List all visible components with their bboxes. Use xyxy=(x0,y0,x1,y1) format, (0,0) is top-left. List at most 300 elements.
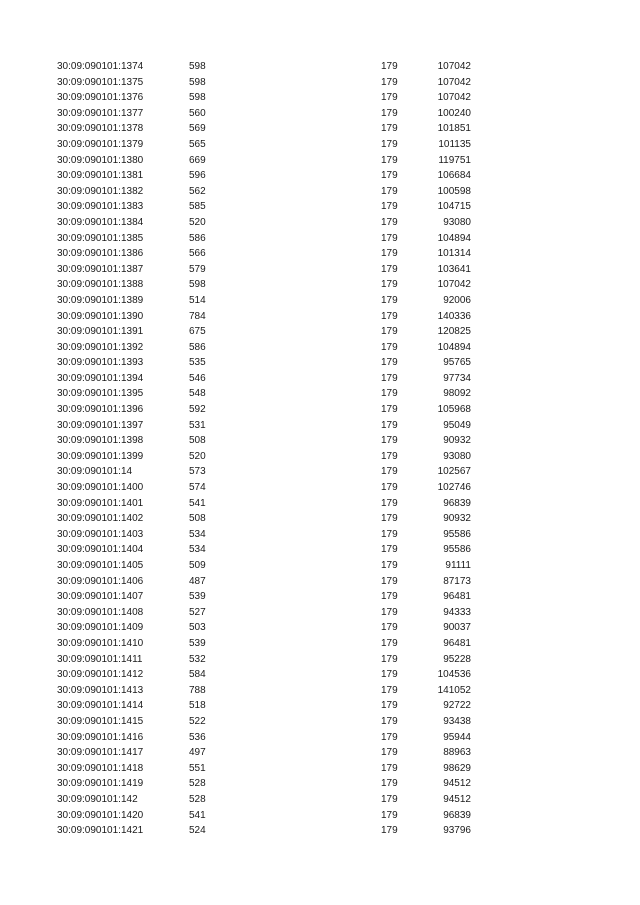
spacer-cell xyxy=(229,558,381,574)
cadastral-number-cell: 30:09:090101:1389 xyxy=(57,294,144,306)
spacer-cell xyxy=(229,761,381,777)
rate-cell: 179 xyxy=(381,388,398,400)
spacer-cell xyxy=(229,574,381,590)
cadastral-number-cell: 30:09:090101:1376 xyxy=(57,92,144,104)
rate-cell: 179 xyxy=(381,731,398,743)
rate-cell: 179 xyxy=(381,372,398,384)
value-cell: 93438 xyxy=(443,715,471,727)
cadastral-number-cell: 30:09:090101:1398 xyxy=(57,435,144,447)
rate-cell: 179 xyxy=(381,92,398,104)
spacer-cell xyxy=(229,262,381,278)
spacer-cell xyxy=(229,246,381,262)
spacer-cell xyxy=(229,823,381,839)
rate-cell: 179 xyxy=(381,825,398,837)
spacer-cell xyxy=(229,542,381,558)
cadastral-number-cell: 30:09:090101:1408 xyxy=(57,606,144,618)
value-cell: 87173 xyxy=(443,575,471,587)
spacer-cell xyxy=(229,464,381,480)
table-row xyxy=(57,511,471,527)
area-cell: 598 xyxy=(189,279,206,291)
value-cell: 96839 xyxy=(443,809,471,821)
value-cell: 100598 xyxy=(437,185,471,197)
cadastral-number-cell: 30:09:090101:1414 xyxy=(57,700,144,712)
rate-cell: 179 xyxy=(381,216,398,228)
rate-cell: 179 xyxy=(381,482,398,494)
area-cell: 509 xyxy=(189,560,206,571)
area-cell: 535 xyxy=(189,357,206,369)
value-cell: 92722 xyxy=(443,700,471,712)
table-row xyxy=(57,574,471,590)
rate-cell: 179 xyxy=(381,404,398,416)
area-cell: 669 xyxy=(189,154,206,166)
area-cell: 541 xyxy=(189,497,206,509)
table-row xyxy=(57,215,471,231)
spacer-cell xyxy=(229,121,381,137)
table-row xyxy=(57,340,471,356)
cadastral-number-cell: 30:09:090101:1404 xyxy=(57,544,144,556)
rate-cell: 179 xyxy=(381,497,398,509)
value-cell: 90932 xyxy=(443,513,471,525)
value-cell: 95765 xyxy=(443,357,471,369)
area-cell: 548 xyxy=(189,388,206,400)
cadastral-number-cell: 30:09:090101:1385 xyxy=(57,232,144,244)
value-cell: 120825 xyxy=(437,326,471,338)
spacer-cell xyxy=(229,636,381,652)
table-row xyxy=(57,199,471,215)
cadastral-number-cell: 30:09:090101:1405 xyxy=(57,560,144,571)
value-cell: 104715 xyxy=(437,201,471,213)
table-row xyxy=(57,464,471,480)
value-cell: 100240 xyxy=(437,107,471,119)
value-cell: 101314 xyxy=(437,248,471,260)
spacer-cell xyxy=(229,137,381,153)
table-row xyxy=(57,231,471,247)
rate-cell: 179 xyxy=(381,138,398,150)
rate-cell: 179 xyxy=(381,419,398,431)
spacer-cell xyxy=(229,293,381,309)
value-cell: 107042 xyxy=(437,61,471,72)
value-cell: 106684 xyxy=(437,170,471,182)
rate-cell: 179 xyxy=(381,466,398,478)
value-cell: 96481 xyxy=(443,591,471,603)
area-cell: 573 xyxy=(189,466,206,478)
rate-cell: 179 xyxy=(381,669,398,681)
area-cell: 584 xyxy=(189,669,206,681)
area-cell: 579 xyxy=(189,263,206,275)
value-cell: 107042 xyxy=(437,92,471,104)
area-cell: 534 xyxy=(189,528,206,540)
table-row xyxy=(57,776,471,792)
table-row xyxy=(57,558,471,574)
table-row xyxy=(57,153,471,169)
value-cell: 103641 xyxy=(437,263,471,275)
area-cell: 546 xyxy=(189,372,206,384)
value-cell: 94512 xyxy=(443,778,471,790)
cadastral-number-cell: 30:09:090101:1418 xyxy=(57,762,144,774)
spacer-cell xyxy=(229,215,381,231)
cadastral-number-cell: 30:09:090101:1402 xyxy=(57,513,144,525)
cadastral-number-cell: 30:09:090101:1395 xyxy=(57,388,144,400)
value-cell: 95586 xyxy=(443,528,471,540)
rate-cell: 179 xyxy=(381,341,398,353)
table-row xyxy=(57,823,471,839)
rate-cell: 179 xyxy=(381,76,398,88)
area-cell: 520 xyxy=(189,216,206,228)
table-body xyxy=(57,59,471,839)
area-cell: 598 xyxy=(189,76,206,88)
spacer-cell xyxy=(229,792,381,808)
area-cell: 520 xyxy=(189,450,206,462)
rate-cell: 179 xyxy=(381,201,398,213)
rate-cell: 179 xyxy=(381,762,398,774)
spacer-cell xyxy=(229,231,381,247)
cadastral-number-cell: 30:09:090101:1379 xyxy=(57,138,144,150)
rate-cell: 179 xyxy=(381,170,398,182)
value-cell: 98092 xyxy=(443,388,471,400)
value-cell: 96839 xyxy=(443,497,471,509)
spacer-cell xyxy=(229,776,381,792)
cadastral-number-cell: 30:09:090101:1403 xyxy=(57,528,144,540)
area-cell: 596 xyxy=(189,170,206,182)
table-row xyxy=(57,698,471,714)
area-cell: 531 xyxy=(189,419,206,431)
table-row xyxy=(57,449,471,465)
rate-cell: 179 xyxy=(381,793,398,805)
cadastral-number-cell: 30:09:090101:142 xyxy=(57,793,138,805)
value-cell: 95228 xyxy=(443,653,471,665)
table-row xyxy=(57,246,471,262)
area-cell: 497 xyxy=(189,747,206,759)
spacer-cell xyxy=(229,168,381,184)
spacer-cell xyxy=(229,75,381,91)
table-row xyxy=(57,121,471,137)
area-cell: 532 xyxy=(189,653,206,665)
table-row xyxy=(57,542,471,558)
cadastral-number-cell: 30:09:090101:1416 xyxy=(57,731,144,743)
area-cell: 503 xyxy=(189,622,206,634)
area-cell: 539 xyxy=(189,591,206,603)
rate-cell: 179 xyxy=(381,294,398,306)
cadastral-number-cell: 30:09:090101:1386 xyxy=(57,248,144,260)
spacer-cell xyxy=(229,418,381,434)
table-row xyxy=(57,683,471,699)
value-cell: 102567 xyxy=(437,466,471,478)
value-cell: 95944 xyxy=(443,731,471,743)
value-cell: 91111 xyxy=(445,560,471,571)
area-cell: 598 xyxy=(189,92,206,104)
spacer-cell xyxy=(229,527,381,543)
rate-cell: 179 xyxy=(381,528,398,540)
area-cell: 586 xyxy=(189,232,206,244)
spacer-cell xyxy=(229,355,381,371)
rate-cell: 179 xyxy=(381,357,398,369)
value-cell: 97734 xyxy=(443,372,471,384)
spacer-cell xyxy=(229,153,381,169)
value-cell: 105968 xyxy=(437,404,471,416)
cadastral-number-cell: 30:09:090101:1384 xyxy=(57,216,144,228)
spacer-cell xyxy=(229,277,381,293)
cadastral-number-cell: 30:09:090101:1409 xyxy=(57,622,144,634)
cadastral-number-cell: 30:09:090101:1396 xyxy=(57,404,144,416)
cadastral-number-cell: 30:09:090101:1410 xyxy=(57,637,144,649)
spacer-cell xyxy=(229,106,381,122)
table-row xyxy=(57,714,471,730)
rate-cell: 179 xyxy=(381,185,398,197)
spacer-cell xyxy=(229,199,381,215)
cadastral-number-cell: 30:09:090101:1407 xyxy=(57,591,144,603)
cadastral-number-cell: 30:09:090101:1382 xyxy=(57,185,144,197)
value-cell: 93080 xyxy=(443,216,471,228)
rate-cell: 179 xyxy=(381,575,398,587)
table-row xyxy=(57,355,471,371)
value-cell: 98629 xyxy=(443,762,471,774)
rate-cell: 179 xyxy=(381,591,398,603)
value-cell: 101851 xyxy=(437,123,471,135)
rate-cell: 179 xyxy=(381,715,398,727)
rate-cell: 179 xyxy=(381,326,398,338)
area-cell: 522 xyxy=(189,715,206,727)
cadastral-number-cell: 30:09:090101:1391 xyxy=(57,326,144,338)
spacer-cell xyxy=(229,324,381,340)
cadastral-number-cell: 30:09:090101:1375 xyxy=(57,76,144,88)
spacer-cell xyxy=(229,340,381,356)
table-row xyxy=(57,418,471,434)
table-row xyxy=(57,277,471,293)
table-row xyxy=(57,402,471,418)
area-cell: 574 xyxy=(189,482,206,494)
cadastral-number-cell: 30:09:090101:1415 xyxy=(57,715,144,727)
rate-cell: 179 xyxy=(381,809,398,821)
cadastral-number-cell: 30:09:090101:1383 xyxy=(57,201,144,213)
cadastral-number-cell: 30:09:090101:1417 xyxy=(57,747,144,759)
area-cell: 562 xyxy=(189,185,206,197)
value-cell: 90932 xyxy=(443,435,471,447)
value-cell: 94512 xyxy=(443,793,471,805)
area-cell: 508 xyxy=(189,435,206,447)
spacer-cell xyxy=(229,433,381,449)
table-row xyxy=(57,309,471,325)
value-cell: 93796 xyxy=(443,825,471,837)
rate-cell: 179 xyxy=(381,123,398,135)
table-row xyxy=(57,168,471,184)
spacer-cell xyxy=(229,667,381,683)
table-row xyxy=(57,386,471,402)
rate-cell: 179 xyxy=(381,61,398,72)
spacer-cell xyxy=(229,683,381,699)
table-row xyxy=(57,59,471,75)
table-row xyxy=(57,667,471,683)
area-cell: 527 xyxy=(189,606,206,618)
rate-cell: 179 xyxy=(381,700,398,712)
spacer-cell xyxy=(229,620,381,636)
value-cell: 95049 xyxy=(443,419,471,431)
spacer-cell xyxy=(229,652,381,668)
table-row xyxy=(57,480,471,496)
cadastral-number-cell: 30:09:090101:1393 xyxy=(57,357,144,369)
area-cell: 534 xyxy=(189,544,206,556)
rate-cell: 179 xyxy=(381,622,398,634)
table-row xyxy=(57,652,471,668)
table-row xyxy=(57,433,471,449)
cadastral-number-cell: 30:09:090101:1394 xyxy=(57,372,144,384)
area-cell: 585 xyxy=(189,201,206,213)
table-row xyxy=(57,496,471,512)
cadastral-number-cell: 30:09:090101:1387 xyxy=(57,263,144,275)
cadastral-number-cell: 30:09:090101:1411 xyxy=(57,653,143,665)
spacer-cell xyxy=(229,59,381,75)
area-cell: 487 xyxy=(189,575,206,587)
rate-cell: 179 xyxy=(381,310,398,322)
table-row xyxy=(57,262,471,278)
table-row xyxy=(57,761,471,777)
table-row xyxy=(57,589,471,605)
rate-cell: 179 xyxy=(381,263,398,275)
spacer-cell xyxy=(229,386,381,402)
cadastral-number-cell: 30:09:090101:1406 xyxy=(57,575,144,587)
area-cell: 565 xyxy=(189,138,206,150)
cadastral-number-cell: 30:09:090101:1421 xyxy=(57,825,144,837)
table-row xyxy=(57,184,471,200)
area-cell: 524 xyxy=(189,825,206,837)
table-row xyxy=(57,371,471,387)
cadastral-number-cell: 30:09:090101:1412 xyxy=(57,669,144,681)
spacer-cell xyxy=(229,402,381,418)
cadastral-number-cell: 30:09:090101:1378 xyxy=(57,123,144,135)
rate-cell: 179 xyxy=(381,248,398,260)
table-row xyxy=(57,293,471,309)
area-cell: 518 xyxy=(189,700,206,712)
value-cell: 140336 xyxy=(437,310,471,322)
spacer-cell xyxy=(229,496,381,512)
table-row xyxy=(57,106,471,122)
rate-cell: 179 xyxy=(381,560,398,571)
value-cell: 104894 xyxy=(437,341,471,353)
table-row xyxy=(57,527,471,543)
spacer-cell xyxy=(229,808,381,824)
cadastral-number-cell: 30:09:090101:1390 xyxy=(57,310,144,322)
table-row xyxy=(57,730,471,746)
area-cell: 569 xyxy=(189,123,206,135)
value-cell: 104536 xyxy=(437,669,471,681)
spacer-cell xyxy=(229,371,381,387)
value-cell: 107042 xyxy=(437,76,471,88)
spacer-cell xyxy=(229,184,381,200)
value-cell: 96481 xyxy=(443,637,471,649)
table-row xyxy=(57,620,471,636)
area-cell: 598 xyxy=(189,61,206,72)
rate-cell: 179 xyxy=(381,435,398,447)
area-cell: 541 xyxy=(189,809,206,821)
cadastral-number-cell: 30:09:090101:1388 xyxy=(57,279,144,291)
area-cell: 551 xyxy=(189,762,206,774)
rate-cell: 179 xyxy=(381,544,398,556)
cadastral-number-cell: 30:09:090101:1377 xyxy=(57,107,144,119)
rate-cell: 179 xyxy=(381,154,398,166)
spacer-cell xyxy=(229,90,381,106)
cadastral-number-cell: 30:09:090101:1420 xyxy=(57,809,144,821)
cadastral-number-cell: 30:09:090101:1397 xyxy=(57,419,144,431)
spacer-cell xyxy=(229,589,381,605)
value-cell: 141052 xyxy=(437,684,471,696)
area-cell: 784 xyxy=(189,310,206,322)
spacer-cell xyxy=(229,309,381,325)
value-cell: 119751 xyxy=(438,154,471,166)
value-cell: 102746 xyxy=(437,482,471,494)
area-cell: 536 xyxy=(189,731,206,743)
area-cell: 539 xyxy=(189,637,206,649)
value-cell: 107042 xyxy=(437,279,471,291)
area-cell: 592 xyxy=(189,404,206,416)
cadastral-number-cell: 30:09:090101:1374 xyxy=(57,61,144,72)
area-cell: 586 xyxy=(189,341,206,353)
spacer-cell xyxy=(229,730,381,746)
value-cell: 104894 xyxy=(437,232,471,244)
cadastral-number-cell: 30:09:090101:14 xyxy=(57,466,133,478)
table-row xyxy=(57,792,471,808)
table-row xyxy=(57,90,471,106)
rate-cell: 179 xyxy=(381,107,398,119)
value-cell: 101135 xyxy=(438,138,471,150)
rate-cell: 179 xyxy=(381,778,398,790)
rate-cell: 179 xyxy=(381,513,398,525)
spacer-cell xyxy=(229,449,381,465)
table-row xyxy=(57,605,471,621)
table-row xyxy=(57,137,471,153)
rate-cell: 179 xyxy=(381,279,398,291)
value-cell: 93080 xyxy=(443,450,471,462)
spacer-cell xyxy=(229,511,381,527)
value-cell: 94333 xyxy=(443,606,471,618)
cadastral-number-cell: 30:09:090101:1392 xyxy=(57,341,144,353)
rate-cell: 179 xyxy=(381,606,398,618)
cadastral-number-cell: 30:09:090101:1419 xyxy=(57,778,144,790)
rate-cell: 179 xyxy=(381,637,398,649)
cadastral-number-cell: 30:09:090101:1399 xyxy=(57,450,144,462)
rate-cell: 179 xyxy=(381,653,398,665)
spacer-cell xyxy=(229,605,381,621)
value-cell: 90037 xyxy=(443,622,471,634)
cadastral-number-cell: 30:09:090101:1400 xyxy=(57,482,144,494)
cadastral-number-cell: 30:09:090101:1401 xyxy=(57,497,144,509)
table-row xyxy=(57,324,471,340)
area-cell: 508 xyxy=(189,513,206,525)
table-row xyxy=(57,745,471,761)
rate-cell: 179 xyxy=(381,684,398,696)
table-row xyxy=(57,808,471,824)
rate-cell: 179 xyxy=(381,450,398,462)
value-cell: 88963 xyxy=(443,747,471,759)
area-cell: 528 xyxy=(189,793,206,805)
spacer-cell xyxy=(229,745,381,761)
rate-cell: 179 xyxy=(381,232,398,244)
table-row xyxy=(57,636,471,652)
spacer-cell xyxy=(229,698,381,714)
value-cell: 92006 xyxy=(443,294,471,306)
area-cell: 560 xyxy=(189,107,206,119)
spacer-cell xyxy=(229,714,381,730)
value-cell: 95586 xyxy=(443,544,471,556)
area-cell: 566 xyxy=(189,248,206,260)
area-cell: 675 xyxy=(189,326,206,338)
area-cell: 514 xyxy=(189,294,206,306)
cadastral-number-cell: 30:09:090101:1381 xyxy=(57,170,144,182)
spacer-cell xyxy=(229,480,381,496)
table-row xyxy=(57,75,471,91)
area-cell: 528 xyxy=(189,778,206,790)
cadastral-number-cell: 30:09:090101:1413 xyxy=(57,684,144,696)
rate-cell: 179 xyxy=(381,747,398,759)
cadastral-number-cell: 30:09:090101:1380 xyxy=(57,154,144,166)
